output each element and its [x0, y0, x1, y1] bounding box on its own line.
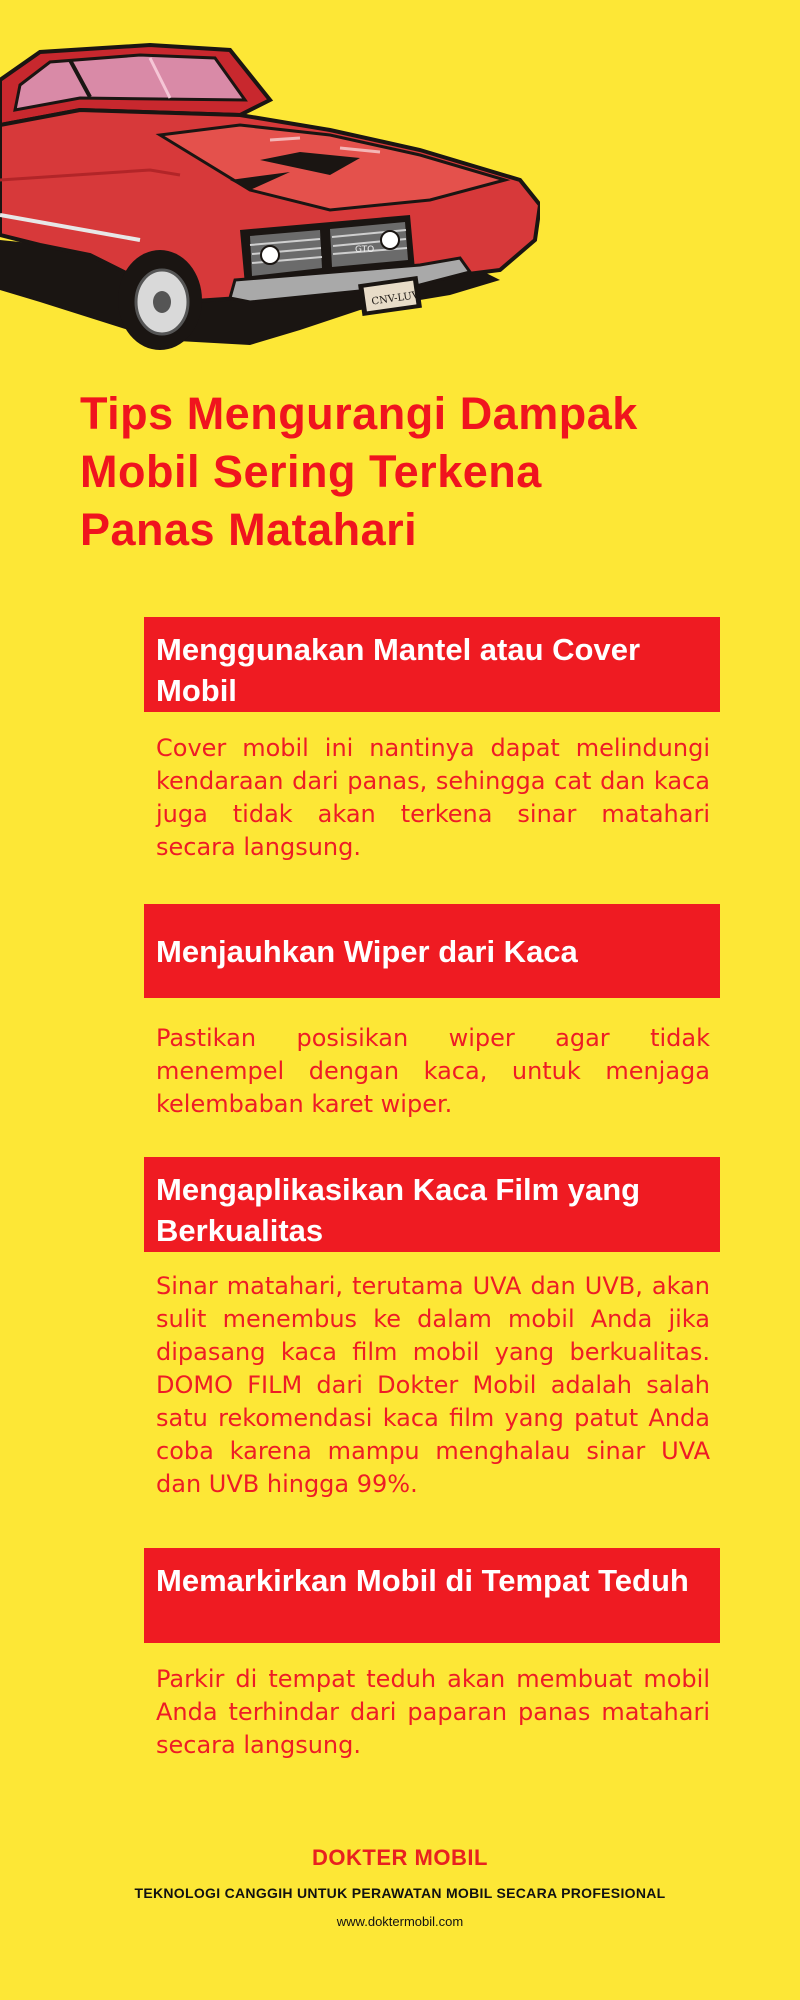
title-line-2: Mobil Sering Terkena [80, 446, 542, 497]
tip-heading: Menjauhkan Wiper dari Kaca [144, 904, 720, 998]
tip-heading: Mengaplikasikan Kaca Film yang Berkualitas [144, 1157, 720, 1252]
tip-body: Sinar matahari, terutama UVA dan UVB, akan sulit menembus ke dalam mobil Anda jika dipasang kaca film mobil yang berkualitas. DOMO FILM dari Dokter Mobil adalah salah satu rekomendasi kaca film yang patut Anda coba karena mampu menghalau sinar UVA dan UVB hingga 99%. [156, 1272, 710, 1498]
website-link[interactable]: www.doktermobil.com [336, 1914, 464, 1929]
red-muscle-car-image [0, 40, 540, 350]
title-line-1: Tips Mengurangi Dampak [80, 388, 638, 439]
tip-body: Cover mobil ini nantinya dapat melindungi kendaraan dari panas, sehingga cat dan kaca juga tidak akan terkena sinar matahari secara langsung. [156, 734, 710, 861]
car-illustration [0, 40, 540, 350]
tip-card-kaca-film [144, 1157, 720, 1501]
tip-heading: Memarkirkan Mobil di Tempat Teduh [144, 1548, 720, 1643]
tip-body: Parkir di tempat teduh akan membuat mobil Anda terhindar dari paparan panas matahari secara langsung. [156, 1665, 710, 1759]
tip-card-cover-mobil [144, 617, 720, 864]
license-plate: CNV-LUV [370, 290, 420, 308]
grille-badge: GTO [355, 245, 375, 255]
tip-card-tempat-teduh [144, 1548, 720, 1762]
page-title [80, 385, 740, 559]
tip-heading: Menggunakan Mantel atau Cover Mobil [144, 617, 720, 712]
brand-name: DOKTER MOBIL [312, 1845, 488, 1870]
brand-tagline: TEKNOLOGI CANGGIH UNTUK PERAWATAN MOBIL SECARA PROFESIONAL [134, 1885, 666, 1901]
title-line-3: Panas Matahari [80, 504, 418, 555]
tip-body: Pastikan posisikan wiper agar tidak menempel dengan kaca, untuk menjaga kelembaban karet wiper. [156, 1024, 710, 1118]
tip-card-wiper [144, 904, 720, 1121]
